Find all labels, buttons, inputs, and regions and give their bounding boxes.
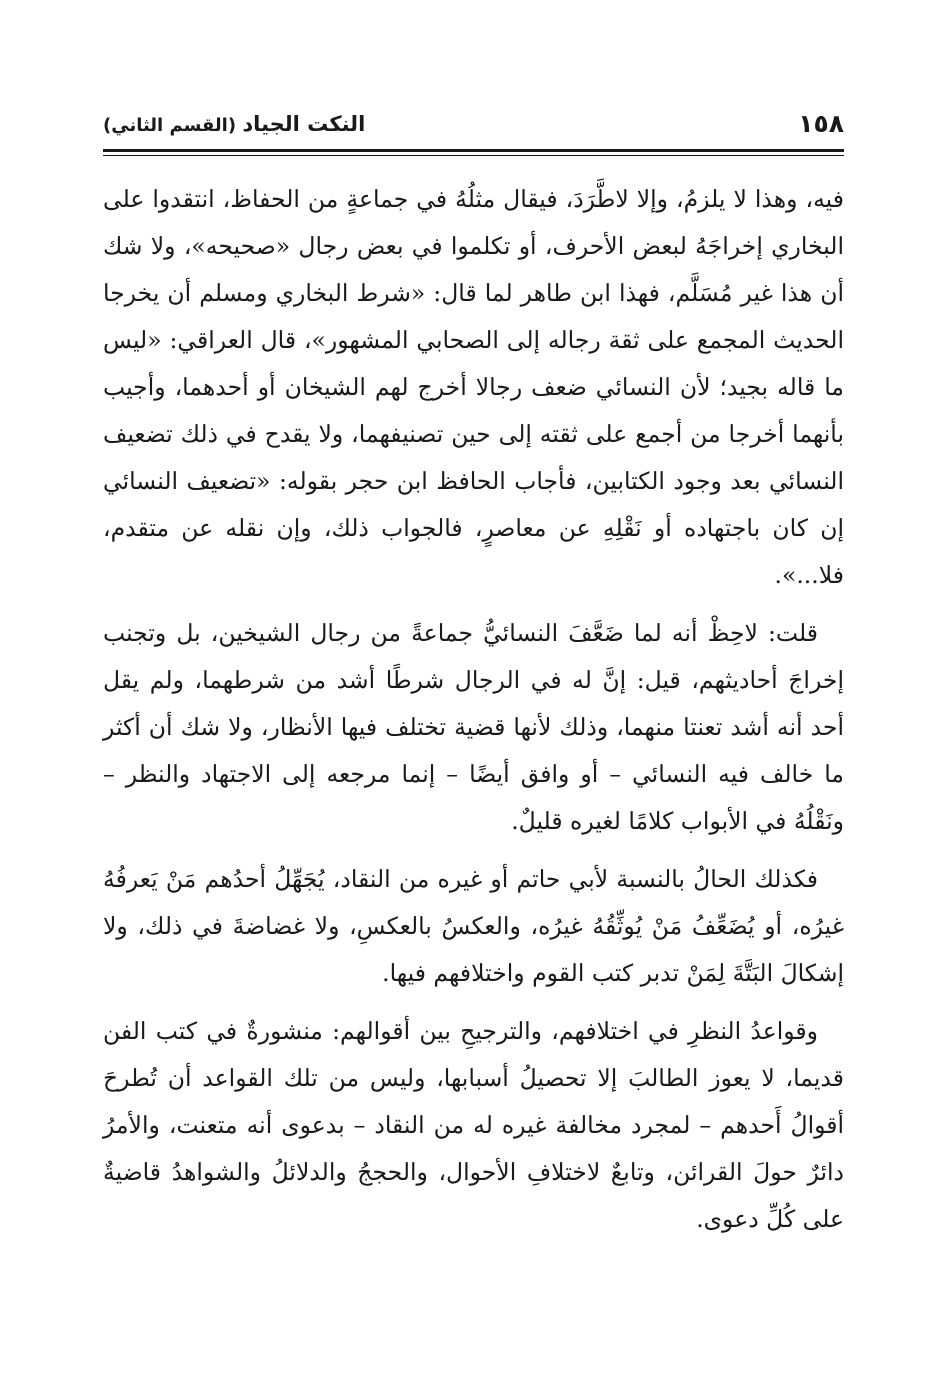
page-header: [103, 104, 844, 148]
paragraph: فيه، وهذا لا يلزمُ، وإلا لاطَّرَدَ، فيقال مثلُهُ في جماعةٍ من الحفاظ، انتقدوا على البخاري إخراجَهُ لبعض الأحرف، أو تكلموا في بعض رجال «صحيحه»، ولا شك أن هذا غير مُسَلَّم، فهذا ابن طاهر لما قال: «شرط البخاري ومسلم أن يخرجا الحديث المجمع على ثقة رجاله إلى الصحابي المشهور»، قال العراقي: «ليس ما قاله بجيد؛ لأن النسائي ضعف رجالا أخرج لهم الشيخان أو أحدهما، وأجيب بأنهما أخرجا من أجمع على ثقته إلى حين تصنيفهما، ولا يقدح في ذلك تضعيف النسائي بعد وجود الكتابين، فأجاب الحافظ ابن حجر بقوله: «تضعيف النسائي إن كان باجتهاده أو نَقْلِهِ عن معاصرٍ، فالجواب ذلك، وإن نقله عن متقدم، فلا...».: [103, 185, 844, 589]
header-rule-thin: [103, 155, 844, 156]
page-number: ١٥٨: [798, 109, 844, 138]
paragraph: فكذلك الحالُ بالنسبة لأبي حاتم أو غيره من النقاد، يُجَهِّلُ أحدُهم مَنْ يَعرفُهُ غيرُه، أو يُضَعِّفُ مَنْ يُوثِّقُهُ غيرُه، والعكسُ بالعكسِ، ولا غضاضةَ في ذلك، ولا إشكالَ البَتَّةَ لِمَنْ تدبر كتب القوم واختلافهم فيها.: [103, 865, 844, 987]
paragraph: قلت: لاحِظْ أنه لما ضَعَّفَ النسائيُّ جماعةً من رجال الشيخين، بل وتجنب إخراجَ أحاديثهم، قيل: إنَّ له في الرجال شرطًا أشد من شرطهما، ولم يقل أحد أنه أشد تعنتا منهما، وذلك لأنها قضية تختلف فيها الأنظار، ولا شك أن أكثر ما خالف فيه النسائي – أو وافق أيضًا – إنما مرجعه إلى الاجتهاد والنظر – ونَقْلُهُ في الأبواب كلامًا لغيره قليلٌ.: [103, 619, 844, 835]
book-title: النكت الجياد: [242, 112, 366, 136]
section-label: (القسم الثاني): [103, 115, 237, 136]
running-title: [103, 104, 365, 146]
body-text: [103, 176, 844, 1243]
header-rule-thick: [103, 149, 844, 152]
paragraph: وقواعدُ النظرِ في اختلافهم، والترجيحِ بين أقوالهم: منشورةٌ في كتب الفن قديما، لا يعوز الطالبَ إلا تحصيلُ أسبابها، وليس من تلك القواعد أن تُطرحَ أقوالُ أَحدهم – لمجرد مخالفة غيره له من النقاد – بدعوى أنه متعنت، والأمرُ دائرٌ حولَ القرائن، وتابعٌ لاختلافِ الأحوال، والحججُ والدلائلُ والشواهدُ قاضيةٌ على كُلِّ دعوى.: [103, 1017, 844, 1233]
